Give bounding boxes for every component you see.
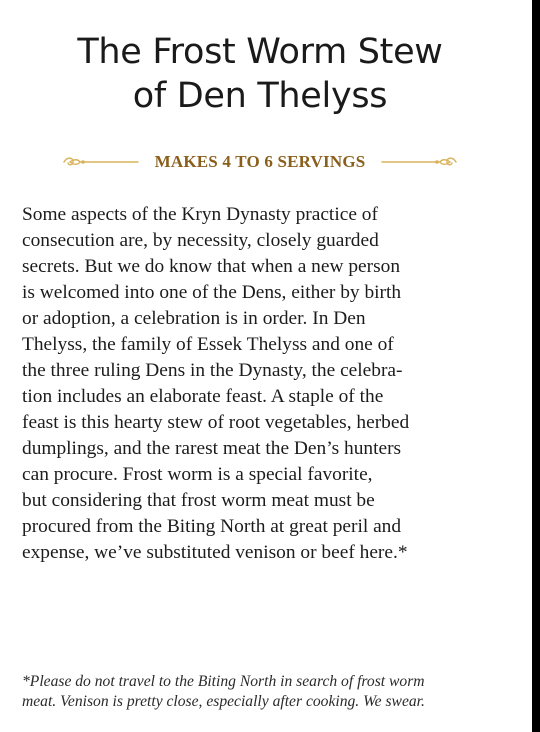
intro-line: but considering that frost worm meat must be — [22, 490, 375, 511]
page-edge — [532, 0, 540, 732]
intro-line: tion includes an elaborate feast. A staple of the — [22, 386, 384, 407]
servings-label: MAKES 4 TO 6 SERVINGS — [154, 152, 366, 171]
intro-line: dumplings, and the rarest meat the Den’s hunters — [22, 438, 402, 459]
intro-line: secrets. But we do know that when a new person — [22, 256, 401, 277]
recipe-title — [0, 30, 520, 118]
intro-line: consecution are, by necessity, closely guarded — [22, 230, 379, 251]
intro-line: Thelyss, the family of Essek Thelyss and one of — [22, 334, 394, 355]
left-flourish-icon — [62, 152, 140, 172]
intro-line: is welcomed into one of the Dens, either by birth — [22, 282, 402, 303]
intro-line: expense, we’ve substituted venison or beef here.* — [22, 542, 408, 563]
intro-line: Some aspects of the Kryn Dynasty practice of — [22, 204, 378, 225]
intro-line: procured from the Biting North at great peril and — [22, 516, 402, 537]
footnote-line: *Please do not travel to the Biting North in search of frost worm — [22, 673, 425, 690]
recipe-intro — [22, 202, 520, 566]
footnote-line: meat. Venison is pretty close, especially after cooking. We swear. — [22, 693, 425, 710]
title-line: of Den Thelyss — [132, 76, 388, 116]
intro-line: feast is this hearty stew of root vegetables, herbed — [22, 412, 410, 433]
intro-line: can procure. Frost worm is a special favorite, — [22, 464, 373, 485]
title-line: The Frost Worm Stew — [77, 32, 443, 72]
right-flourish-icon — [380, 152, 458, 172]
servings-banner — [0, 150, 520, 174]
intro-line: the three ruling Dens in the Dynasty, the celebra- — [22, 360, 403, 381]
intro-line: or adoption, a celebration is in order. In Den — [22, 308, 366, 329]
recipe-footnote — [22, 672, 520, 712]
